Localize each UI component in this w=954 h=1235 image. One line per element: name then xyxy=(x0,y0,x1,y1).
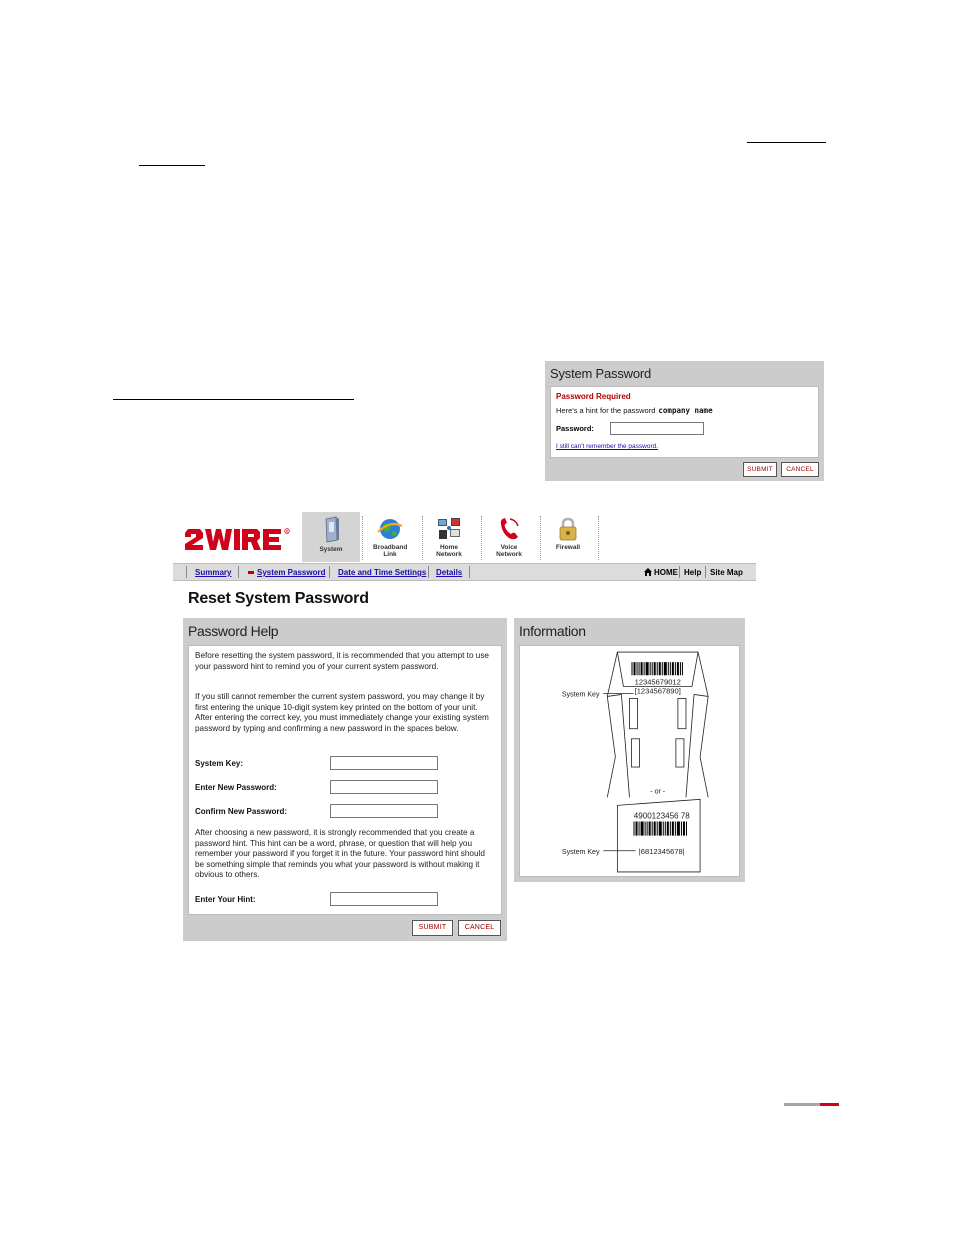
subnav-summary-link[interactable]: Summary xyxy=(195,568,232,577)
subnav-separator xyxy=(679,566,680,578)
tab-system[interactable] xyxy=(302,512,360,562)
subnav-details-link[interactable]: Details xyxy=(436,568,463,577)
subnav-system-password-link[interactable]: System Password xyxy=(257,568,326,577)
dialog-submit-button[interactable]: SUBMIT xyxy=(743,462,777,477)
dialog-cancel-button[interactable]: CANCEL xyxy=(781,462,819,477)
network-icon xyxy=(436,516,462,542)
submit-button[interactable]: SUBMIT xyxy=(412,920,453,936)
tab-home-network-label: Home Network xyxy=(436,544,462,558)
current-page-bullet xyxy=(248,571,254,574)
tab-voice-network[interactable] xyxy=(480,512,538,562)
barcode-top-number: 12345679012 xyxy=(634,677,681,687)
system-key-label: System Key: xyxy=(195,759,244,768)
footer-accent-red xyxy=(820,1103,839,1106)
password-required-label: Password Required xyxy=(556,392,631,401)
barcode-bottom xyxy=(634,822,687,836)
subnav-separator xyxy=(238,566,239,578)
page-title: Reset System Password xyxy=(188,590,369,607)
tab-home-network[interactable] xyxy=(420,512,478,562)
svg-text:R: R xyxy=(285,529,289,534)
barcode-top xyxy=(631,662,682,675)
information-body xyxy=(519,645,740,877)
subnav-separator xyxy=(186,566,187,578)
subnav-date-time-link[interactable]: Date and Time Settings xyxy=(338,568,427,577)
information-panel xyxy=(514,618,745,882)
cancel-button[interactable]: CANCEL xyxy=(458,920,501,936)
home-link[interactable]: HOME xyxy=(654,568,678,577)
information-title: Information xyxy=(519,623,586,639)
globe-icon xyxy=(377,516,403,542)
dialog-title: System Password xyxy=(550,366,652,381)
mid-rule xyxy=(113,399,354,400)
help-paragraph-2: If you still cannot remember the current system password, you may change it by first entering the unique 10-digit system key printed on the bottom of your unit. After entering the correct key, you must immediately change your existing system password by typing and confirming a new password in the spaces below. xyxy=(195,692,489,733)
subnav-separator xyxy=(705,566,706,578)
new-password-label: Enter New Password: xyxy=(195,783,277,792)
system-key-top-label: System Key xyxy=(561,691,600,699)
password-help-panel xyxy=(183,618,507,941)
forgot-password-link[interactable]: I still can't remember the password. xyxy=(556,443,659,450)
top-rule-right xyxy=(747,142,826,143)
hint-label: Enter Your Hint: xyxy=(195,895,256,904)
lock-icon xyxy=(555,516,581,542)
tab-system-label: System xyxy=(319,546,343,553)
subnav-separator xyxy=(329,566,330,578)
barcode-bottom-number: 4900123456 78 xyxy=(633,811,690,821)
subnav-separator xyxy=(469,566,470,578)
system-key-diagram xyxy=(520,646,740,877)
password-help-body xyxy=(188,645,502,915)
help-paragraph-3: After choosing a new password, it is strongly recommended that you create a password hint. This hint can be a word, phrase, or question that will help you remember your password if you forget it in the future. Your password hint should be something simple that reminds you what your password is without making it obvious to others. xyxy=(195,828,485,879)
password-help-title: Password Help xyxy=(188,623,279,639)
confirm-password-label: Confirm New Password: xyxy=(195,807,288,816)
password-input[interactable] xyxy=(610,422,704,435)
or-label: - or - xyxy=(650,788,666,796)
sub-nav-bar xyxy=(173,563,756,581)
2wire-logo xyxy=(184,527,294,553)
system-key-top-value: [1234567890] xyxy=(634,686,681,696)
footer-accent-gray xyxy=(784,1103,820,1106)
dialog-body xyxy=(550,386,819,458)
top-rule-left xyxy=(139,165,205,166)
system-key-bottom-value: |6812345678| xyxy=(638,846,685,856)
confirm-password-input[interactable] xyxy=(330,804,438,818)
password-hint-text xyxy=(556,406,713,415)
subnav-separator xyxy=(428,566,429,578)
hint-value: company name xyxy=(658,406,713,415)
hint-prefix: Here's a hint for the password xyxy=(556,406,656,415)
new-password-input[interactable] xyxy=(330,780,438,794)
tab-broadband-link-label: Broadband Link xyxy=(373,544,408,558)
tab-voice-network-label: Voice Network xyxy=(496,544,522,558)
system-icon xyxy=(318,514,344,544)
help-link[interactable]: Help xyxy=(684,568,702,577)
phone-icon xyxy=(496,516,522,542)
nav-separator xyxy=(598,516,599,560)
tab-firewall-label: Firewall xyxy=(555,544,581,551)
password-label: Password: xyxy=(556,424,594,433)
tab-broadband-link[interactable] xyxy=(361,512,419,562)
help-paragraph-1: Before resetting the system password, it is recommended that you attempt to use your password hint to remind you of your current system password. xyxy=(195,651,489,671)
site-map-link[interactable]: Site Map xyxy=(710,568,743,577)
system-password-dialog xyxy=(545,361,824,481)
home-icon xyxy=(643,567,653,577)
hint-input[interactable] xyxy=(330,892,438,906)
system-key-input[interactable] xyxy=(330,756,438,770)
system-key-bottom-label: System Key xyxy=(561,848,600,856)
tab-firewall[interactable] xyxy=(539,512,597,562)
